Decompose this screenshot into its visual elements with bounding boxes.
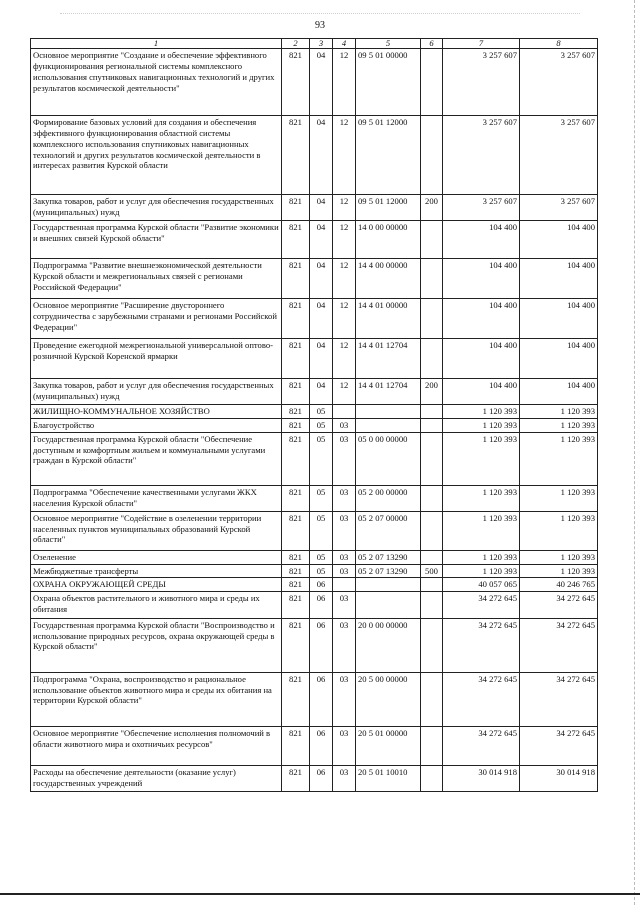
amount-year1-cell: 3 257 607: [443, 49, 520, 116]
grbs-cell: 821: [282, 419, 310, 433]
expense-type-cell: [421, 727, 443, 766]
subsection-cell: 03: [333, 511, 356, 550]
target-article-cell: 05 0 00 00000: [356, 432, 421, 485]
expense-type-cell: 500: [421, 564, 443, 578]
section-cell: 06: [310, 619, 333, 673]
expense-type-cell: [421, 339, 443, 379]
amount-year2-cell: 104 400: [520, 379, 598, 405]
target-article-cell: [356, 578, 421, 592]
table-row: [31, 432, 598, 485]
amount-year2-cell: 104 400: [520, 299, 598, 339]
expense-type-cell: 200: [421, 379, 443, 405]
column-number-row: [31, 39, 598, 49]
grbs-cell: 821: [282, 727, 310, 766]
amount-year1-cell: 104 400: [443, 379, 520, 405]
subsection-cell: 12: [333, 379, 356, 405]
section-cell: 05: [310, 511, 333, 550]
grbs-cell: 821: [282, 592, 310, 619]
row-name-cell: Подпрограмма "Обеспечение качественными услугами ЖКХ населения Курской области": [31, 485, 282, 511]
expense-type-cell: [421, 673, 443, 727]
target-article-cell: 09 5 01 12000: [356, 195, 421, 221]
subsection-cell: 12: [333, 339, 356, 379]
target-article-cell: [356, 405, 421, 419]
expense-type-cell: [421, 578, 443, 592]
row-name-cell: ОХРАНА ОКРУЖАЮЩЕЙ СРЕДЫ: [31, 578, 282, 592]
amount-year1-cell: 30 014 918: [443, 766, 520, 792]
subsection-cell: 03: [333, 592, 356, 619]
column-header: 3: [310, 39, 333, 49]
section-cell: 06: [310, 766, 333, 792]
subsection-cell: 03: [333, 432, 356, 485]
amount-year1-cell: 104 400: [443, 299, 520, 339]
section-cell: 05: [310, 485, 333, 511]
grbs-cell: 821: [282, 673, 310, 727]
table-row: [31, 419, 598, 433]
amount-year1-cell: 1 120 393: [443, 511, 520, 550]
subsection-cell: 03: [333, 619, 356, 673]
table-row: [31, 339, 598, 379]
section-cell: 06: [310, 578, 333, 592]
column-header: 4: [333, 39, 356, 49]
row-name-cell: Подпрограмма "Развитие внешнеэкономической деятельности Курской области и межрегиональных связей с регионами Российской Федерации": [31, 259, 282, 299]
section-cell: 05: [310, 405, 333, 419]
amount-year2-cell: 1 120 393: [520, 432, 598, 485]
table-row: [31, 578, 598, 592]
amount-year2-cell: 3 257 607: [520, 116, 598, 195]
amount-year2-cell: 104 400: [520, 339, 598, 379]
subsection-cell: 12: [333, 299, 356, 339]
row-name-cell: Государственная программа Курской области "Обеспечение доступным и комфортным жильем и коммунальными услугами граждан в Курской области": [31, 432, 282, 485]
column-header: 6: [421, 39, 443, 49]
row-name-cell: Основное мероприятие "Создание и обеспечение эффективного функционирования региональной системы комплексного использования спутниковых навигационных технологий и других результатов космической деятельности": [31, 49, 282, 116]
amount-year2-cell: 3 257 607: [520, 195, 598, 221]
expense-type-cell: [421, 299, 443, 339]
grbs-cell: 821: [282, 299, 310, 339]
subsection-cell: 12: [333, 259, 356, 299]
scan-noise: [60, 13, 580, 14]
table-row: [31, 49, 598, 116]
section-cell: 04: [310, 221, 333, 259]
grbs-cell: 821: [282, 49, 310, 116]
amount-year2-cell: 34 272 645: [520, 673, 598, 727]
section-cell: 06: [310, 592, 333, 619]
row-name-cell: Закупка товаров, работ и услуг для обеспечения государственных (муниципальных) нужд: [31, 195, 282, 221]
subsection-cell: 12: [333, 195, 356, 221]
table-row: [31, 511, 598, 550]
amount-year1-cell: 40 057 065: [443, 578, 520, 592]
target-article-cell: 05 2 07 13290: [356, 550, 421, 564]
amount-year2-cell: 30 014 918: [520, 766, 598, 792]
row-name-cell: Закупка товаров, работ и услуг для обеспечения государственных (муниципальных) нужд: [31, 379, 282, 405]
amount-year1-cell: 1 120 393: [443, 485, 520, 511]
section-cell: 04: [310, 259, 333, 299]
target-article-cell: [356, 592, 421, 619]
expense-type-cell: [421, 116, 443, 195]
amount-year2-cell: 34 272 645: [520, 619, 598, 673]
grbs-cell: 821: [282, 259, 310, 299]
target-article-cell: 14 4 01 12704: [356, 339, 421, 379]
column-header: 5: [356, 39, 421, 49]
amount-year1-cell: 3 257 607: [443, 116, 520, 195]
target-article-cell: 14 4 01 12704: [356, 379, 421, 405]
expense-type-cell: [421, 592, 443, 619]
subsection-cell: 03: [333, 485, 356, 511]
row-name-cell: Государственная программа Курской области "Воспроизводство и использование природных ресурсов, охрана окружающей среды в Курской области": [31, 619, 282, 673]
amount-year1-cell: 34 272 645: [443, 592, 520, 619]
row-name-cell: Подпрограмма "Охрана, воспроизводство и рациональное использование объектов животного мира и среды их обитания на территории Курской области": [31, 673, 282, 727]
budget-table: [30, 38, 598, 792]
column-header: 7: [443, 39, 520, 49]
target-article-cell: 14 4 00 00000: [356, 259, 421, 299]
target-article-cell: [356, 419, 421, 433]
subsection-cell: 12: [333, 49, 356, 116]
target-article-cell: 05 2 07 00000: [356, 511, 421, 550]
subsection-cell: 03: [333, 564, 356, 578]
amount-year1-cell: 34 272 645: [443, 673, 520, 727]
grbs-cell: 821: [282, 195, 310, 221]
grbs-cell: 821: [282, 550, 310, 564]
section-cell: 06: [310, 673, 333, 727]
amount-year1-cell: 1 120 393: [443, 419, 520, 433]
subsection-cell: 03: [333, 673, 356, 727]
target-article-cell: 05 2 07 13290: [356, 564, 421, 578]
table-row: [31, 221, 598, 259]
subsection-cell: [333, 405, 356, 419]
amount-year2-cell: 1 120 393: [520, 564, 598, 578]
section-cell: 05: [310, 432, 333, 485]
amount-year2-cell: 1 120 393: [520, 550, 598, 564]
amount-year2-cell: 1 120 393: [520, 419, 598, 433]
table-row: [31, 379, 598, 405]
section-cell: 04: [310, 49, 333, 116]
table-row: [31, 673, 598, 727]
expense-type-cell: [421, 511, 443, 550]
table-row: [31, 259, 598, 299]
row-name-cell: Проведение ежегодной межрегиональной универсальной оптово-розничной Курской Коренской ярмарки: [31, 339, 282, 379]
target-article-cell: 20 0 00 00000: [356, 619, 421, 673]
table-row: [31, 485, 598, 511]
amount-year1-cell: 1 120 393: [443, 564, 520, 578]
amount-year2-cell: 1 120 393: [520, 511, 598, 550]
section-cell: 04: [310, 195, 333, 221]
grbs-cell: 821: [282, 578, 310, 592]
expense-type-cell: [421, 619, 443, 673]
expense-type-cell: [421, 485, 443, 511]
page-number: 93: [315, 20, 325, 31]
amount-year2-cell: 34 272 645: [520, 727, 598, 766]
amount-year2-cell: 34 272 645: [520, 592, 598, 619]
expense-type-cell: [421, 766, 443, 792]
target-article-cell: 20 5 01 10010: [356, 766, 421, 792]
amount-year1-cell: 104 400: [443, 221, 520, 259]
grbs-cell: 821: [282, 564, 310, 578]
column-header: 1: [31, 39, 282, 49]
table-row: [31, 766, 598, 792]
table-row: [31, 405, 598, 419]
row-name-cell: Охрана объектов растительного и животного мира и среды их обитания: [31, 592, 282, 619]
expense-type-cell: [421, 405, 443, 419]
grbs-cell: 821: [282, 432, 310, 485]
expense-type-cell: [421, 259, 443, 299]
grbs-cell: 821: [282, 511, 310, 550]
row-name-cell: Формирование базовых условий для создания и обеспечения эффективного функционирования областной системы комплексного использования спутниковых навигационных технологий и других результатов космической деятельности в интересах развития Курской области: [31, 116, 282, 195]
section-cell: 05: [310, 550, 333, 564]
table-row: [31, 550, 598, 564]
target-article-cell: 09 5 01 00000: [356, 49, 421, 116]
row-name-cell: Межбюджетные трансферты: [31, 564, 282, 578]
grbs-cell: 821: [282, 619, 310, 673]
section-cell: 04: [310, 116, 333, 195]
amount-year1-cell: 104 400: [443, 259, 520, 299]
row-name-cell: Основное мероприятие "Обеспечение исполнения полномочий в области животного мира и охотничьих ресурсов": [31, 727, 282, 766]
table-row: [31, 619, 598, 673]
amount-year1-cell: 34 272 645: [443, 727, 520, 766]
column-header: 2: [282, 39, 310, 49]
grbs-cell: 821: [282, 221, 310, 259]
section-cell: 05: [310, 564, 333, 578]
row-name-cell: Основное мероприятие "Содействие в озеленении территории населенных пунктов муниципальных образований Курской области": [31, 511, 282, 550]
subsection-cell: 03: [333, 550, 356, 564]
amount-year2-cell: 104 400: [520, 259, 598, 299]
amount-year2-cell: 1 120 393: [520, 485, 598, 511]
grbs-cell: 821: [282, 339, 310, 379]
table-row: [31, 727, 598, 766]
section-cell: 04: [310, 299, 333, 339]
grbs-cell: 821: [282, 379, 310, 405]
target-article-cell: 14 0 00 00000: [356, 221, 421, 259]
expense-type-cell: [421, 432, 443, 485]
amount-year2-cell: 104 400: [520, 221, 598, 259]
grbs-cell: 821: [282, 766, 310, 792]
amount-year2-cell: 3 257 607: [520, 49, 598, 116]
subsection-cell: 03: [333, 419, 356, 433]
row-name-cell: Озеленение: [31, 550, 282, 564]
table-row: [31, 195, 598, 221]
subsection-cell: [333, 578, 356, 592]
row-name-cell: Расходы на обеспечение деятельности (оказание услуг) государственных учреждений: [31, 766, 282, 792]
table-row: [31, 299, 598, 339]
target-article-cell: 05 2 00 00000: [356, 485, 421, 511]
target-article-cell: 14 4 01 00000: [356, 299, 421, 339]
section-cell: 04: [310, 339, 333, 379]
expense-type-cell: [421, 49, 443, 116]
target-article-cell: 09 5 01 12000: [356, 116, 421, 195]
subsection-cell: 12: [333, 221, 356, 259]
row-name-cell: Благоустройство: [31, 419, 282, 433]
target-article-cell: 20 5 01 00000: [356, 727, 421, 766]
amount-year1-cell: 1 120 393: [443, 550, 520, 564]
scan-edge: [634, 0, 635, 905]
grbs-cell: 821: [282, 116, 310, 195]
table-row: [31, 592, 598, 619]
table-row: [31, 564, 598, 578]
row-name-cell: ЖИЛИЩНО-КОММУНАЛЬНОЕ ХОЗЯЙСТВО: [31, 405, 282, 419]
amount-year2-cell: 40 246 765: [520, 578, 598, 592]
expense-type-cell: [421, 221, 443, 259]
subsection-cell: 12: [333, 116, 356, 195]
amount-year2-cell: 1 120 393: [520, 405, 598, 419]
table-row: [31, 116, 598, 195]
target-article-cell: 20 5 00 00000: [356, 673, 421, 727]
grbs-cell: 821: [282, 405, 310, 419]
bottom-rule: [0, 893, 640, 895]
grbs-cell: 821: [282, 485, 310, 511]
amount-year1-cell: 104 400: [443, 339, 520, 379]
section-cell: 05: [310, 419, 333, 433]
row-name-cell: Государственная программа Курской области "Развитие экономики и внешних связей Курской области": [31, 221, 282, 259]
section-cell: 06: [310, 727, 333, 766]
subsection-cell: 03: [333, 727, 356, 766]
subsection-cell: 03: [333, 766, 356, 792]
amount-year1-cell: 1 120 393: [443, 432, 520, 485]
expense-type-cell: [421, 419, 443, 433]
expense-type-cell: 200: [421, 195, 443, 221]
column-header: 8: [520, 39, 598, 49]
amount-year1-cell: 3 257 607: [443, 195, 520, 221]
section-cell: 04: [310, 379, 333, 405]
row-name-cell: Основное мероприятие "Расширение двустороннего сотрудничества с зарубежными странами и регионами Российской Федерации": [31, 299, 282, 339]
amount-year1-cell: 34 272 645: [443, 619, 520, 673]
amount-year1-cell: 1 120 393: [443, 405, 520, 419]
expense-type-cell: [421, 550, 443, 564]
